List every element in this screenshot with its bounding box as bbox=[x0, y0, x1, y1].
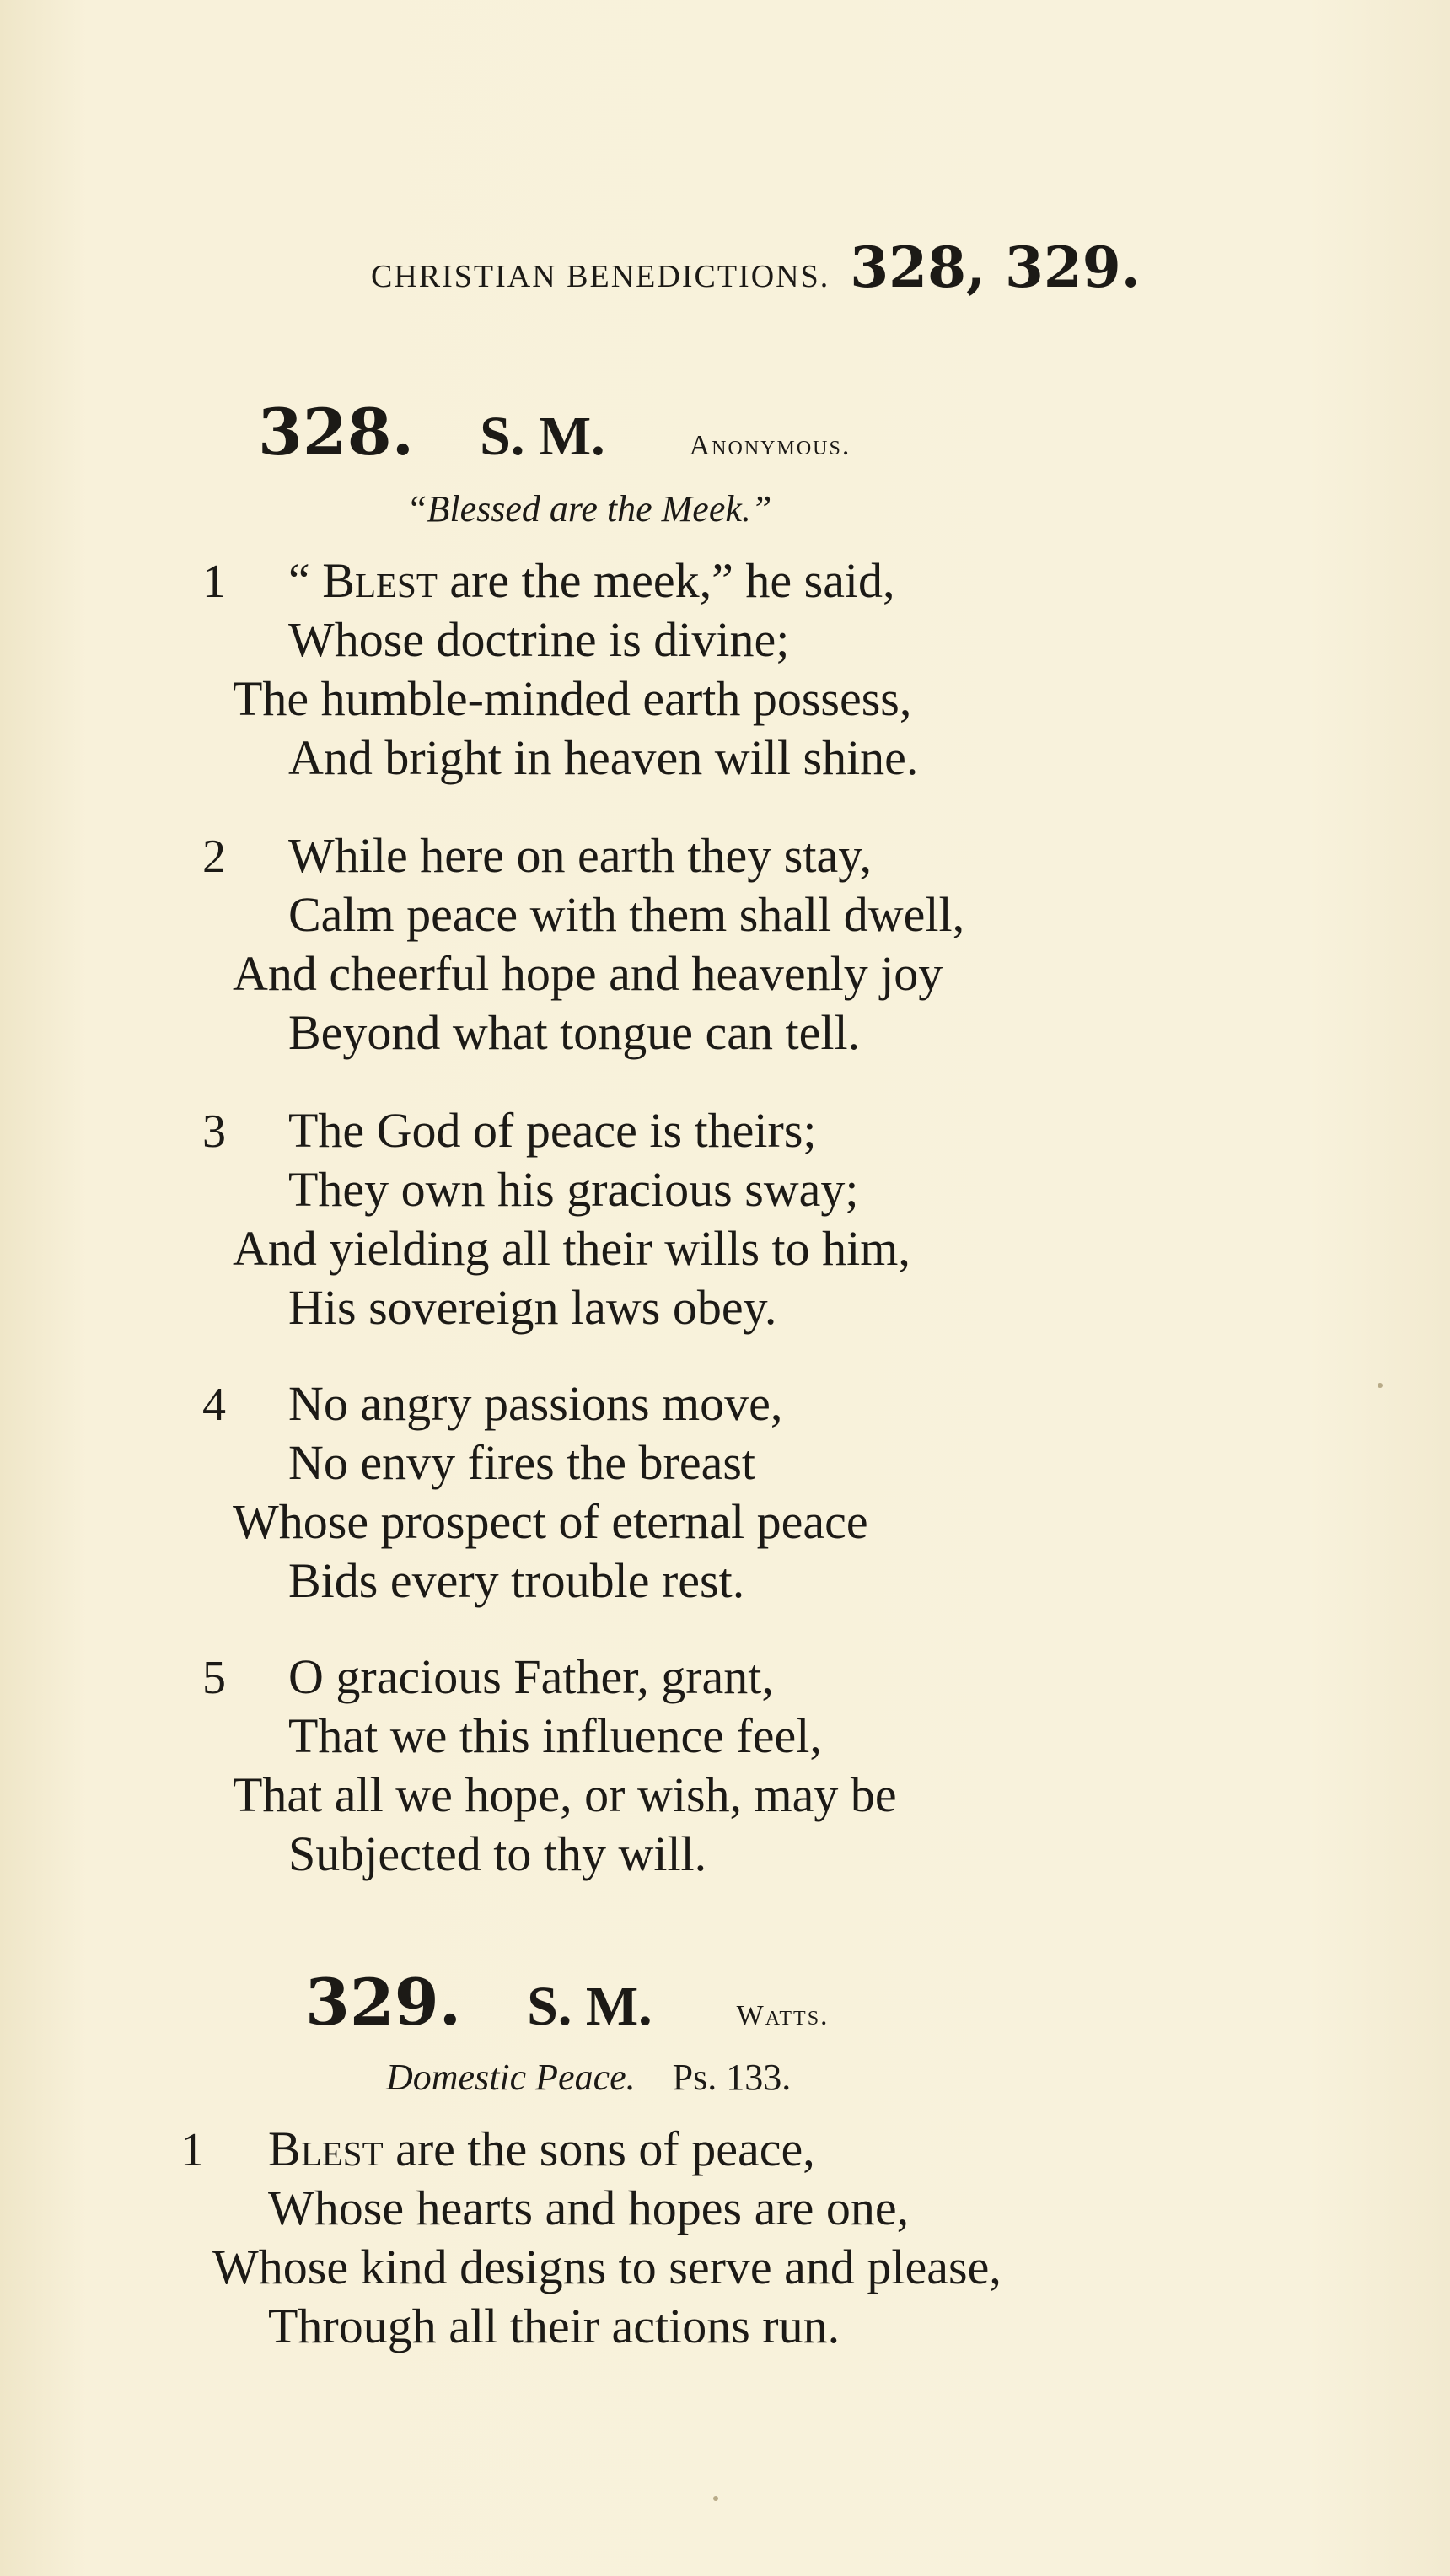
verse-first-letter: B bbox=[268, 2122, 301, 2176]
subtitle-text: “Blessed are the Meek.” bbox=[406, 488, 772, 530]
hymn-329-header bbox=[305, 1965, 830, 2040]
verse-line: Whose kind designs to serve and please, bbox=[212, 2240, 1002, 2294]
verse-line: And cheerful hope and heavenly joy bbox=[233, 946, 943, 1001]
subtitle-gap bbox=[645, 2057, 663, 2098]
hymn-328-subtitle bbox=[406, 487, 771, 530]
verse-number: 1 bbox=[202, 556, 226, 608]
hymn-author: Anonymous. bbox=[689, 430, 851, 461]
hymn-number: 329. bbox=[305, 1965, 462, 2040]
verse-number: 5 bbox=[202, 1652, 226, 1704]
verse-line-rest: are the meek,” he said, bbox=[437, 553, 895, 608]
verse-line bbox=[268, 2122, 815, 2176]
hymn-328-header bbox=[258, 395, 851, 470]
verse-line: Through all their actions run. bbox=[268, 2299, 840, 2353]
verse-line: Bids every trouble rest. bbox=[288, 1553, 745, 1608]
hymn-329-subtitle bbox=[386, 2056, 791, 2099]
verse-line: O gracious Father, grant, bbox=[288, 1649, 774, 1704]
verse-line: They own his gracious sway; bbox=[288, 1162, 859, 1217]
hymn-meter: S. M. bbox=[480, 406, 605, 467]
verse-line: And bright in heaven will shine. bbox=[288, 730, 919, 785]
verse-line: No angry passions move, bbox=[288, 1376, 783, 1431]
verse-number: 3 bbox=[202, 1105, 226, 1158]
verse-line: Subjected to thy will. bbox=[288, 1826, 707, 1881]
running-head-title: CHRISTIAN BENEDICTIONS. bbox=[371, 259, 830, 294]
verse-first-word-rest: lest bbox=[354, 553, 438, 608]
verse-number: 2 bbox=[202, 831, 226, 883]
verse-line: And yielding all their wills to him, bbox=[233, 1221, 910, 1276]
verse-line bbox=[288, 553, 895, 608]
verse-line: Whose prospect of eternal peace bbox=[233, 1494, 868, 1549]
verse-opening-mark: “ B bbox=[288, 553, 355, 608]
verse-line: No envy fires the breast bbox=[288, 1435, 756, 1490]
running-head-numbers: 328, 329. bbox=[850, 234, 1141, 300]
verse-line-rest: are the sons of peace, bbox=[383, 2122, 815, 2176]
verse-line: His sovereign laws obey. bbox=[288, 1280, 777, 1335]
verse-line: While here on earth they stay, bbox=[288, 828, 872, 883]
subtitle-italic: Domestic Peace. bbox=[386, 2057, 636, 2098]
paper-speck bbox=[713, 2496, 718, 2501]
verse-line: Beyond what tongue can tell. bbox=[288, 1005, 861, 1060]
running-head bbox=[371, 234, 1281, 300]
verse-line: Whose doctrine is divine; bbox=[288, 612, 790, 667]
verse-line: Whose hearts and hopes are one, bbox=[268, 2181, 910, 2235]
hymn-number: 328. bbox=[258, 395, 415, 470]
paper-speck bbox=[1378, 1383, 1383, 1388]
verse-first-word-rest: lest bbox=[300, 2122, 384, 2176]
verse-line: Calm peace with them shall dwell, bbox=[288, 887, 965, 942]
verse-line: That we this influence feel, bbox=[288, 1708, 822, 1763]
subtitle-reference: Ps. 133. bbox=[672, 2057, 792, 2098]
hymn-meter: S. M. bbox=[527, 1976, 652, 2037]
verse-line: That all we hope, or wish, may be bbox=[233, 1767, 897, 1822]
hymn-author: Watts. bbox=[736, 2000, 830, 2031]
verse-line: The God of peace is theirs; bbox=[288, 1103, 817, 1158]
verse-line: The humble-minded earth possess, bbox=[233, 671, 912, 726]
verse-number: 1 bbox=[180, 2124, 204, 2176]
verse-number: 4 bbox=[202, 1379, 226, 1431]
